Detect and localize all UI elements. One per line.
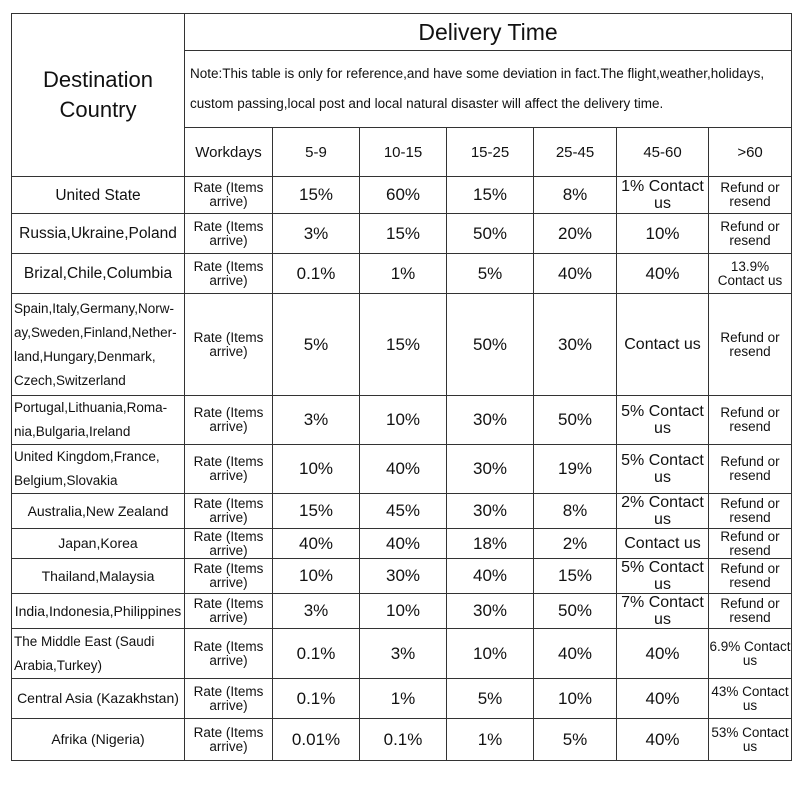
table-row	[12, 214, 792, 254]
rate-value-cell: 8%	[534, 494, 617, 529]
rate-value-cell: 5%	[447, 679, 534, 719]
destination-country-header: Destination Country	[12, 14, 185, 177]
column-header: 5-9	[273, 128, 360, 177]
rate-value-cell: 5%	[534, 719, 617, 761]
rate-value-cell: 10%	[534, 679, 617, 719]
rate-label: Rate (Items arrive)	[185, 294, 273, 396]
rate-value-cell: Refund or resend	[709, 177, 792, 214]
rate-value-cell: 30%	[447, 396, 534, 445]
rate-label: Rate (Items arrive)	[185, 396, 273, 445]
rate-value-cell: 0.1%	[273, 629, 360, 679]
rate-value-cell: Refund or resend	[709, 445, 792, 494]
rate-value-cell: Refund or resend	[709, 529, 792, 559]
table-row	[12, 629, 792, 679]
rate-value-cell: 15%	[360, 294, 447, 396]
country-cell: Australia,New Zealand	[12, 494, 185, 529]
delivery-time-table	[11, 13, 792, 761]
rate-value-cell: 15%	[534, 559, 617, 594]
rate-value-cell: 40%	[534, 254, 617, 294]
workdays-header: Workdays	[185, 128, 273, 177]
rate-value-cell: 40%	[617, 719, 709, 761]
rate-value-cell: 40%	[617, 254, 709, 294]
rate-label: Rate (Items arrive)	[185, 529, 273, 559]
rate-label: Rate (Items arrive)	[185, 629, 273, 679]
table-row	[12, 177, 792, 214]
table-row	[12, 679, 792, 719]
rate-value-cell: 10%	[273, 559, 360, 594]
rate-value-cell: 1%	[360, 679, 447, 719]
country-cell: Thailand,Malaysia	[12, 559, 185, 594]
rate-value-cell: 5% Contact us	[617, 396, 709, 445]
rate-value-cell: 40%	[273, 529, 360, 559]
rate-value-cell: 40%	[534, 629, 617, 679]
rate-label: Rate (Items arrive)	[185, 445, 273, 494]
rate-value-cell: 15%	[273, 177, 360, 214]
table-row	[12, 445, 792, 494]
rate-value-cell: 3%	[273, 594, 360, 629]
rate-value-cell: 10%	[447, 629, 534, 679]
rate-label: Rate (Items arrive)	[185, 254, 273, 294]
rate-value-cell: 10%	[360, 594, 447, 629]
rate-label: Rate (Items arrive)	[185, 719, 273, 761]
country-cell: Spain,Italy,Germany,Norw-ay,Sweden,Finland,Nether-land,Hungary,Denmark, Czech,Switzerland	[12, 294, 185, 396]
rate-value-cell: 2%	[534, 529, 617, 559]
rate-value-cell: 30%	[447, 494, 534, 529]
table-row	[12, 494, 792, 529]
rate-label: Rate (Items arrive)	[185, 214, 273, 254]
rate-value-cell: 40%	[360, 529, 447, 559]
country-cell: Russia,Ukraine,Poland	[12, 214, 185, 254]
rate-value-cell: 43% Contact us	[709, 679, 792, 719]
rate-value-cell: 5% Contact us	[617, 445, 709, 494]
rate-value-cell: 15%	[273, 494, 360, 529]
rate-value-cell: 19%	[534, 445, 617, 494]
rate-value-cell: 30%	[447, 445, 534, 494]
rate-value-cell: 1%	[360, 254, 447, 294]
rate-value-cell: 30%	[360, 559, 447, 594]
rate-value-cell: 20%	[534, 214, 617, 254]
rate-value-cell: 6.9% Contact us	[709, 629, 792, 679]
rate-value-cell: 13.9% Contact us	[709, 254, 792, 294]
rate-value-cell: 50%	[447, 214, 534, 254]
table-row	[12, 719, 792, 761]
rate-value-cell: 10%	[360, 396, 447, 445]
rate-value-cell: 0.1%	[273, 679, 360, 719]
rate-value-cell: Refund or resend	[709, 494, 792, 529]
rate-value-cell: 5%	[273, 294, 360, 396]
rate-value-cell: 1%	[447, 719, 534, 761]
rate-value-cell: Contact us	[617, 294, 709, 396]
rate-value-cell: 2% Contact us	[617, 494, 709, 529]
country-cell: Portugal,Lithuania,Roma-nia,Bulgaria,Ireland	[12, 396, 185, 445]
table-row	[12, 594, 792, 629]
country-cell: Central Asia (Kazakhstan)	[12, 679, 185, 719]
country-cell: United State	[12, 177, 185, 214]
rate-value-cell: 8%	[534, 177, 617, 214]
rate-value-cell: 50%	[447, 294, 534, 396]
column-header: 25-45	[534, 128, 617, 177]
rate-value-cell: Refund or resend	[709, 294, 792, 396]
table-row	[12, 396, 792, 445]
rate-value-cell: 10%	[617, 214, 709, 254]
table-row	[12, 529, 792, 559]
column-header: 15-25	[447, 128, 534, 177]
rate-value-cell: 45%	[360, 494, 447, 529]
rate-label: Rate (Items arrive)	[185, 559, 273, 594]
rate-value-cell: 50%	[534, 594, 617, 629]
table-row	[12, 294, 792, 396]
rate-label: Rate (Items arrive)	[185, 594, 273, 629]
rate-value-cell: Refund or resend	[709, 396, 792, 445]
rate-value-cell: 10%	[273, 445, 360, 494]
rate-value-cell: 3%	[273, 214, 360, 254]
rate-value-cell: 15%	[447, 177, 534, 214]
rate-value-cell: 50%	[534, 396, 617, 445]
delivery-time-title: Delivery Time	[185, 14, 792, 51]
rate-value-cell: 5% Contact us	[617, 559, 709, 594]
column-header: 45-60	[617, 128, 709, 177]
rate-label: Rate (Items arrive)	[185, 494, 273, 529]
country-cell: Afrika (Nigeria)	[12, 719, 185, 761]
rate-value-cell: Refund or resend	[709, 594, 792, 629]
rate-value-cell: 60%	[360, 177, 447, 214]
rate-value-cell: Contact us	[617, 529, 709, 559]
rate-label: Rate (Items arrive)	[185, 177, 273, 214]
rate-value-cell: 0.01%	[273, 719, 360, 761]
rate-value-cell: 15%	[360, 214, 447, 254]
rate-value-cell: 5%	[447, 254, 534, 294]
table-row	[12, 254, 792, 294]
country-cell: Japan,Korea	[12, 529, 185, 559]
country-cell: The Middle East (Saudi Arabia,Turkey)	[12, 629, 185, 679]
rate-value-cell: Refund or resend	[709, 559, 792, 594]
table-row	[12, 559, 792, 594]
rate-value-cell: 0.1%	[360, 719, 447, 761]
rate-value-cell: 1% Contact us	[617, 177, 709, 214]
country-cell: India,Indonesia,Philippines	[12, 594, 185, 629]
rate-value-cell: 40%	[617, 679, 709, 719]
table-note: Note:This table is only for reference,and have some deviation in fact.The flight,weather,holidays, custom passing,local post and local natural disaster will affect the delivery time.	[185, 51, 792, 128]
rate-value-cell: 40%	[617, 629, 709, 679]
column-header: >60	[709, 128, 792, 177]
rate-value-cell: 40%	[360, 445, 447, 494]
rate-value-cell: 30%	[447, 594, 534, 629]
column-header: 10-15	[360, 128, 447, 177]
country-cell: United Kingdom,France, Belgium,Slovakia	[12, 445, 185, 494]
rate-value-cell: 30%	[534, 294, 617, 396]
rate-label: Rate (Items arrive)	[185, 679, 273, 719]
country-cell: Brizal,Chile,Columbia	[12, 254, 185, 294]
rate-value-cell: 40%	[447, 559, 534, 594]
rate-value-cell: 7% Contact us	[617, 594, 709, 629]
rate-value-cell: 18%	[447, 529, 534, 559]
rate-value-cell: 53% Contact us	[709, 719, 792, 761]
rate-value-cell: 3%	[360, 629, 447, 679]
rate-value-cell: 0.1%	[273, 254, 360, 294]
rate-value-cell: Refund or resend	[709, 214, 792, 254]
rate-value-cell: 3%	[273, 396, 360, 445]
